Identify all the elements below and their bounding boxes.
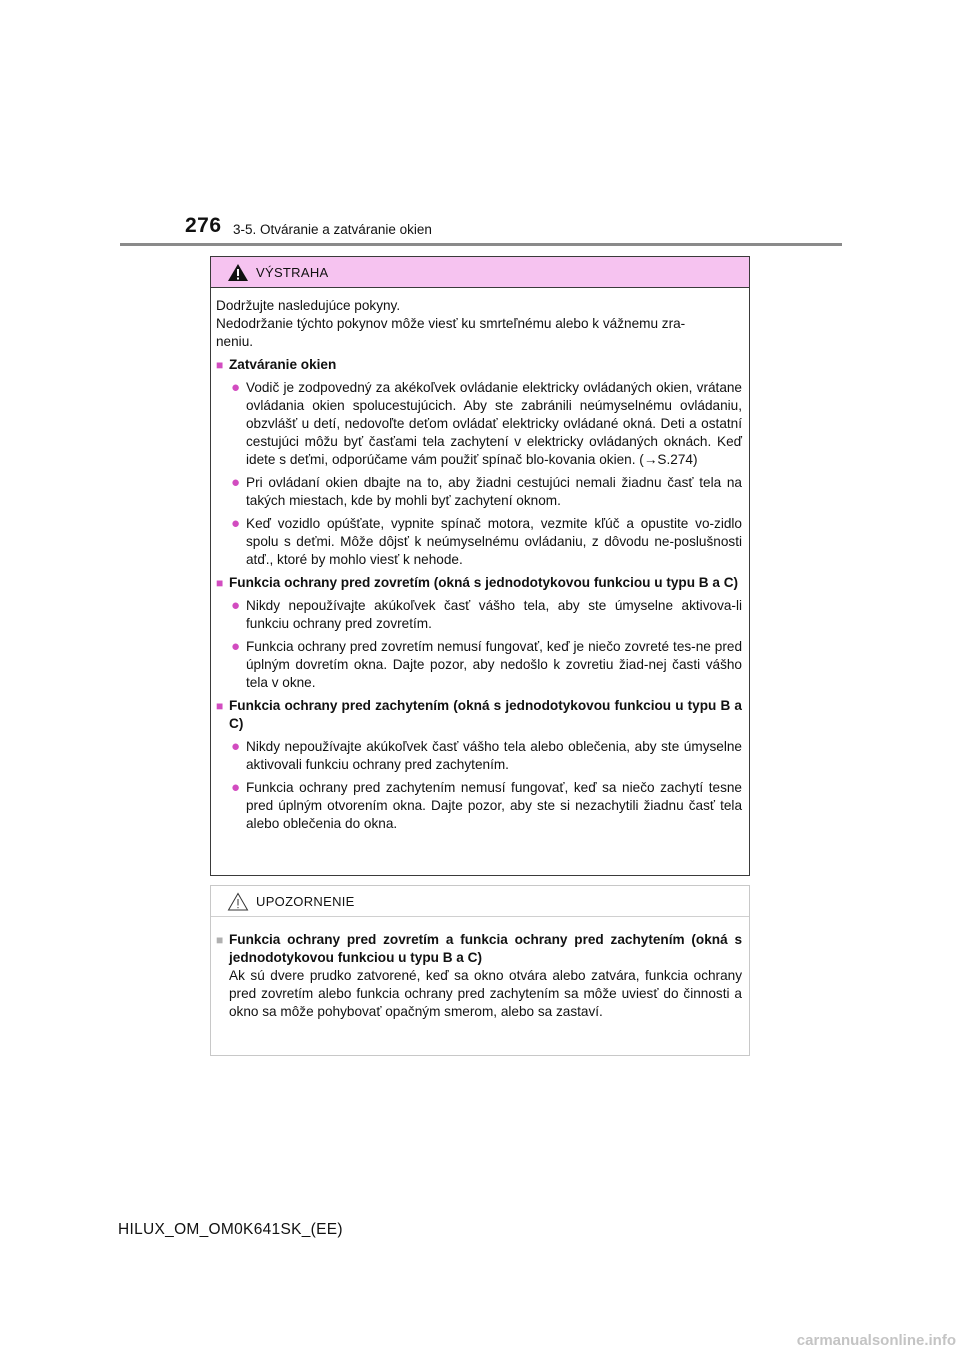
caution-box bbox=[210, 885, 750, 1056]
bullet-text-main: Vodič je zodpovedný za akékoľvek ovládanie elektricky ovládaných okien, vrátane ovládania okien spolucestujúcich. Aby ste zabránili neúmyselnému ovládaniu, obzvlášť u detí, nedovoľte deťom ovládať elektricky ovládané okná. Deti a ostatní cestujúci môžu byť časťami tela zachytení v elektricky ovládaných oknách. Keď idete s deťmi, odporúčame vám použiť spínač blo-kovania okien. ( bbox=[246, 380, 742, 467]
bullet-text: Nikdy nepoužívajte akúkoľvek časť vášho tela, aby ste úmyselne aktivova-li funkciu ochrany pred zovretím. bbox=[246, 598, 742, 631]
watermark: carmanualsonline.info bbox=[796, 1332, 956, 1349]
heading-text: Funkcia ochrany pred zovretím (okná s jednodotykovou funkciou u typu B a C) bbox=[229, 575, 739, 590]
warning-title: VÝSTRAHA bbox=[256, 264, 329, 280]
round-bullet-icon: ● bbox=[231, 738, 241, 755]
bullet-text: Funkcia ochrany pred zovretím nemusí fungovať, keď je niečo zovreté tes-ne pred úplným dovretím okna. Dajte pozor, aby nedošlo k zovretiu žiad-nej časti vášho tela v okne. bbox=[246, 639, 742, 690]
round-bullet-icon: ● bbox=[231, 379, 241, 396]
bullet-text: Funkcia ochrany pred zachytením nemusí fungovať, keď sa niečo zachytí tesne pred úplným otvorením okna. Dajte pozor, aby ste si nezachytili žiadnu časť tela alebo oblečenia do okna. bbox=[246, 780, 742, 831]
section-heading bbox=[216, 574, 742, 592]
caution-body bbox=[211, 917, 749, 1021]
heading-text: Funkcia ochrany pred zovretím a funkcia ochrany pred zachytením (okná s jednodotykovou funkciou u typu B a C) bbox=[229, 932, 742, 965]
bullet-item bbox=[216, 779, 742, 833]
warning-triangle-icon bbox=[227, 263, 249, 282]
bullet-item bbox=[216, 597, 742, 633]
intro-line: neniu. bbox=[216, 334, 254, 349]
bullet-item bbox=[216, 515, 742, 569]
caution-header bbox=[211, 886, 749, 917]
square-bullet-icon: ■ bbox=[216, 933, 224, 947]
bullet-text: Nikdy nepoužívajte akúkoľvek časť vášho tela alebo oblečenia, aby ste úmyselne aktivovali funkciu ochrany pred zachytením. bbox=[246, 739, 742, 772]
section-title: 3-5. Otváranie a zatváranie okien bbox=[233, 222, 432, 237]
bullet-item bbox=[216, 379, 742, 469]
arrow-ref-icon: → bbox=[643, 452, 658, 467]
caution-paragraph: Ak sú dvere prudko zatvorené, keď sa okno otvára alebo zatvára, funkcia ochrany pred zovretím alebo funkcia ochrany pred zachytením sa môže uviesť do činnosti a okno sa môže pohybovať opačným smerom, alebo sa zastaví. bbox=[229, 968, 742, 1019]
bullet-item bbox=[216, 474, 742, 510]
section-heading bbox=[216, 697, 742, 733]
page-number: 276 bbox=[185, 214, 222, 237]
header-rule bbox=[120, 243, 842, 246]
square-bullet-icon: ■ bbox=[216, 358, 224, 372]
warning-intro bbox=[216, 297, 742, 351]
heading-text: Zatváranie okien bbox=[229, 357, 337, 372]
caution-triangle-icon bbox=[227, 892, 249, 911]
square-bullet-icon: ■ bbox=[216, 699, 224, 713]
intro-line: Dodržujte nasledujúce pokyny. bbox=[216, 298, 401, 313]
round-bullet-icon: ● bbox=[231, 638, 241, 655]
round-bullet-icon: ● bbox=[231, 515, 241, 532]
round-bullet-icon: ● bbox=[231, 779, 241, 796]
document-code: HILUX_OM_OM0K641SK_(EE) bbox=[118, 1221, 343, 1238]
heading-text: Funkcia ochrany pred zachytením (okná s jednodotykovou funkciou u typu B a C) bbox=[229, 698, 742, 731]
section-heading bbox=[216, 356, 742, 374]
bullet-text bbox=[246, 379, 742, 469]
square-bullet-icon: ■ bbox=[216, 576, 224, 590]
warning-box bbox=[210, 256, 750, 876]
caution-title: UPOZORNENIE bbox=[256, 893, 355, 909]
bullet-text: Pri ovládaní okien dbajte na to, aby žiadni cestujúci nemali žiadnu časť tela na takých miestach, kde by mohli byť zachytení oknom. bbox=[246, 475, 742, 508]
bullet-text: Keď vozidlo opúšťate, vypnite spínač motora, vezmite kľúč a opustite vo-zidlo spolu s deťmi. Môže dôjsť k neúmyselnému ovládaniu, z dôvodu ne-poslušnosti atď., ktoré by mohlo viesť k nehode. bbox=[246, 516, 742, 567]
round-bullet-icon: ● bbox=[231, 597, 241, 614]
bullet-item bbox=[216, 638, 742, 692]
page-reference: S.274) bbox=[657, 452, 698, 467]
intro-line: Nedodržanie týchto pokynov môže viesť ku smrteľnému alebo k vážnemu zra- bbox=[216, 316, 686, 331]
section-heading bbox=[216, 931, 742, 967]
round-bullet-icon: ● bbox=[231, 474, 241, 491]
warning-header bbox=[211, 257, 749, 288]
bullet-item bbox=[216, 738, 742, 774]
warning-body bbox=[211, 288, 749, 833]
